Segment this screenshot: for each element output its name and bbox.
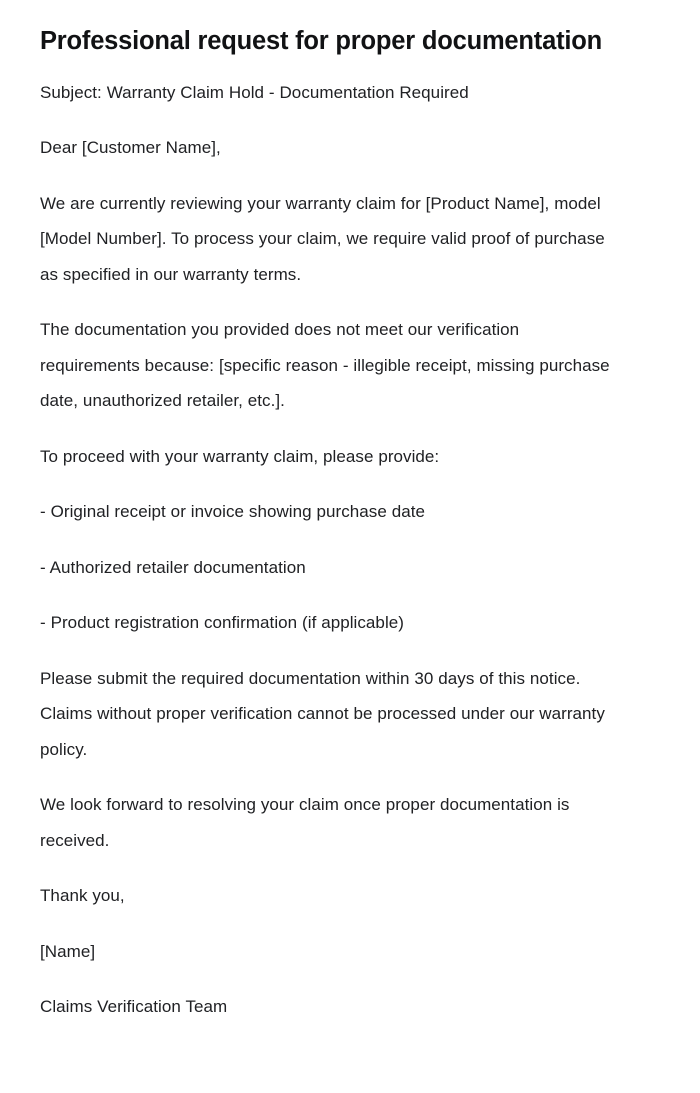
paragraph-verification-issue: The documentation you provided does not meet our verification requirements because: [specific reason - illegible receipt, missing purchase date, unauthorized retailer, etc.]. (40, 320, 610, 411)
paragraph-claim-review: We are currently reviewing your warranty claim for [Product Name], model [Model Number]. To process your claim, we require valid proof of purchase as specified in our warranty terms. (40, 193, 605, 284)
list-item-original-receipt: - Original receipt or invoice showing purchase date (40, 502, 426, 522)
paragraph-deadline: Please submit the required documentation within 30 days of this notice. Claims without proper verification cannot be processed under our warranty policy. (40, 668, 605, 759)
paragraph-requirements-intro: To proceed with your warranty claim, please provide: (40, 446, 440, 466)
list-item-authorized-retailer: - Authorized retailer documentation (40, 557, 306, 577)
list-item-product-registration: - Product registration confirmation (if applicable) (40, 613, 404, 633)
letter-body (40, 58, 617, 1025)
signature-name: [Name] (40, 941, 96, 961)
paragraph-salutation: Dear [Customer Name], (40, 138, 221, 158)
paragraph-subject: Subject: Warranty Claim Hold - Documentation Required (40, 82, 469, 102)
paragraph-closing-statement: We look forward to resolving your claim once proper documentation is received. (40, 795, 570, 850)
page-title: Professional request for proper documentation (40, 27, 602, 55)
signature-team: Claims Verification Team (40, 997, 228, 1017)
paragraph-thank-you: Thank you, (40, 886, 125, 906)
